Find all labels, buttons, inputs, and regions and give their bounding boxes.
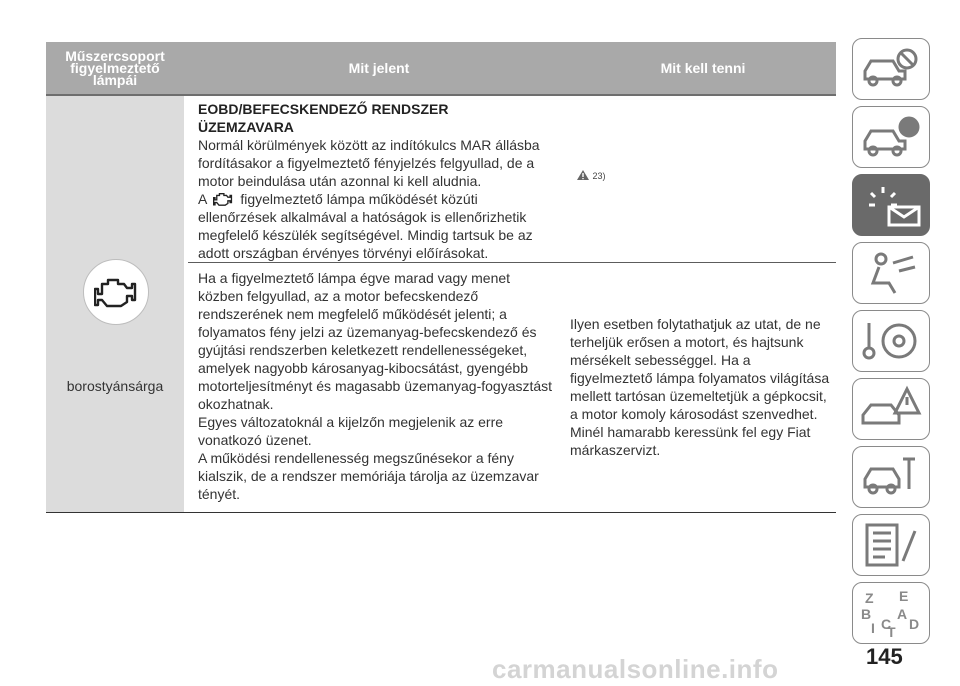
text-line: mellett tartósan üzemeltetjük a gépkocsit, <box>570 388 827 404</box>
table-bottom-rule <box>46 512 836 513</box>
text-line: motorteljesítményt és magasabb üzemanyag-fogyasztást <box>198 378 553 394</box>
row2-meaning <box>198 269 568 503</box>
text-line: kialszik, de a rendszer memóriája tárolja az üzemzavar <box>198 468 539 484</box>
header-meaning: Mit jelent <box>348 60 410 76</box>
road-emergency-icon <box>859 385 923 433</box>
key-steering-wheel-icon <box>859 317 923 365</box>
tab-warning-lights[interactable] <box>852 174 930 236</box>
header-cluster-lights <box>46 42 184 94</box>
tab-emergency[interactable] <box>852 378 930 440</box>
lamp-column <box>46 96 184 512</box>
engine-check-icon <box>94 274 138 310</box>
alphabetical-index-icon <box>859 589 923 637</box>
index-letter: I <box>871 620 875 636</box>
tab-maintenance[interactable] <box>852 446 930 508</box>
specifications-list-icon <box>859 521 923 569</box>
row1-meaning <box>198 100 568 262</box>
index-letter: A <box>897 606 908 622</box>
warning-light-message-icon <box>859 181 923 229</box>
tab-starting-driving[interactable] <box>852 310 930 372</box>
text-line: a motor komoly károsodást szenvedhet. <box>570 406 818 422</box>
text-line: Ilyen esetben folytathatjuk az utat, de ne <box>570 316 821 332</box>
text-line: folyamatos fény jelzi az üzemanyag-befecskendező és <box>198 324 537 340</box>
text-line: megfelelő készülék segítségével. Mindig tartsuk be az <box>198 227 533 243</box>
seat-safety-icon <box>859 249 923 297</box>
header-line: lámpái <box>92 72 138 88</box>
lamp-symbol <box>83 259 149 325</box>
text-line: ellenőrzések alkalmával a hatóságok is ellenőrizhetik <box>198 209 527 225</box>
text-line: fordításakor a figyelmeztető fényjelzés felgyullad, de a <box>198 155 535 171</box>
index-letter: E <box>899 589 909 604</box>
title-line: ÜZEMZAVARA <box>198 119 294 135</box>
page-number: 145 <box>866 644 903 669</box>
index-letter: Z <box>865 590 874 606</box>
tab-index[interactable] <box>852 582 930 644</box>
index-letter: T <box>887 624 896 637</box>
text-line: vonatkozó üzenet. <box>198 432 312 448</box>
inline-icon-line <box>198 190 568 208</box>
row2-action <box>570 315 836 459</box>
text-line: gyújtási rendszerben keletkezett rendellenességeket, <box>198 342 528 358</box>
car-dashboard-icon <box>859 45 923 93</box>
index-letter: B <box>861 606 872 622</box>
header-line: figyelmeztető <box>70 60 160 76</box>
index-letter: D <box>909 616 920 632</box>
text-line: motor beindulása után azonnal ki kell aludnia. <box>198 173 482 189</box>
row-divider <box>188 262 836 263</box>
text-line: A működési rendellenesség megszűnésekor a fény <box>198 450 514 466</box>
title-line: EOBD/BEFECSKENDEZŐ RENDSZER <box>198 101 449 117</box>
warning-triangle-icon <box>576 169 590 181</box>
text-line: terheljük erősen a motort, és hajtsunk <box>570 334 804 350</box>
text-line: rendszerének nem megfelelő működését jelenti; a <box>198 306 507 322</box>
row1-action <box>576 167 836 185</box>
car-info-icon <box>859 113 923 161</box>
text-line: mérsékelt sebességgel. Ha a <box>570 352 751 368</box>
tab-safety[interactable] <box>852 242 930 304</box>
text-line: közben felgyullad, az a motor befecskendező <box>198 288 479 304</box>
text-line: márkaszervizt. <box>570 442 661 458</box>
text-fragment: figyelmeztető lámpa működését közúti <box>240 191 478 207</box>
text-line: Egyes változatoknál a kijelzőn megjelenik az erre <box>198 414 504 430</box>
header-line: Műszercsoport <box>65 48 165 64</box>
text-line: Minél hamarabb keressünk fel egy Fiat <box>570 424 811 440</box>
table-header <box>46 42 836 96</box>
text-line: Ha a figyelmeztető lámpa égve marad vagy menet <box>198 270 511 286</box>
car-maintenance-icon <box>859 453 923 501</box>
footnote-reference: 23) <box>592 171 606 181</box>
text-line: okozhatnak. <box>198 396 274 412</box>
text-fragment: A <box>198 191 207 207</box>
text-line: adott országban érvényes törvényi előírásokat. <box>198 245 489 261</box>
engine-check-icon <box>212 191 234 207</box>
index-letter: C <box>881 616 892 632</box>
header-what-to-do: Mit kell tenni <box>660 60 746 76</box>
text-line: Normál körülmények között az indítókulcs MAR állásba <box>198 137 540 153</box>
lamp-color-label: borostyánsárga <box>66 378 164 394</box>
text-line: amelyek nagyobb károsanyag-kibocsátást, gyengébb <box>198 360 528 376</box>
tab-technical-data[interactable] <box>852 514 930 576</box>
watermark: carmanualsonline.info <box>492 654 779 684</box>
text-line: figyelmeztető lámpa folyamatos világítása <box>570 370 830 386</box>
tab-car-dashboard[interactable] <box>852 38 930 100</box>
tab-car-info[interactable] <box>852 106 930 168</box>
malfunction-title <box>198 100 568 136</box>
text-line: tényét. <box>198 486 241 502</box>
